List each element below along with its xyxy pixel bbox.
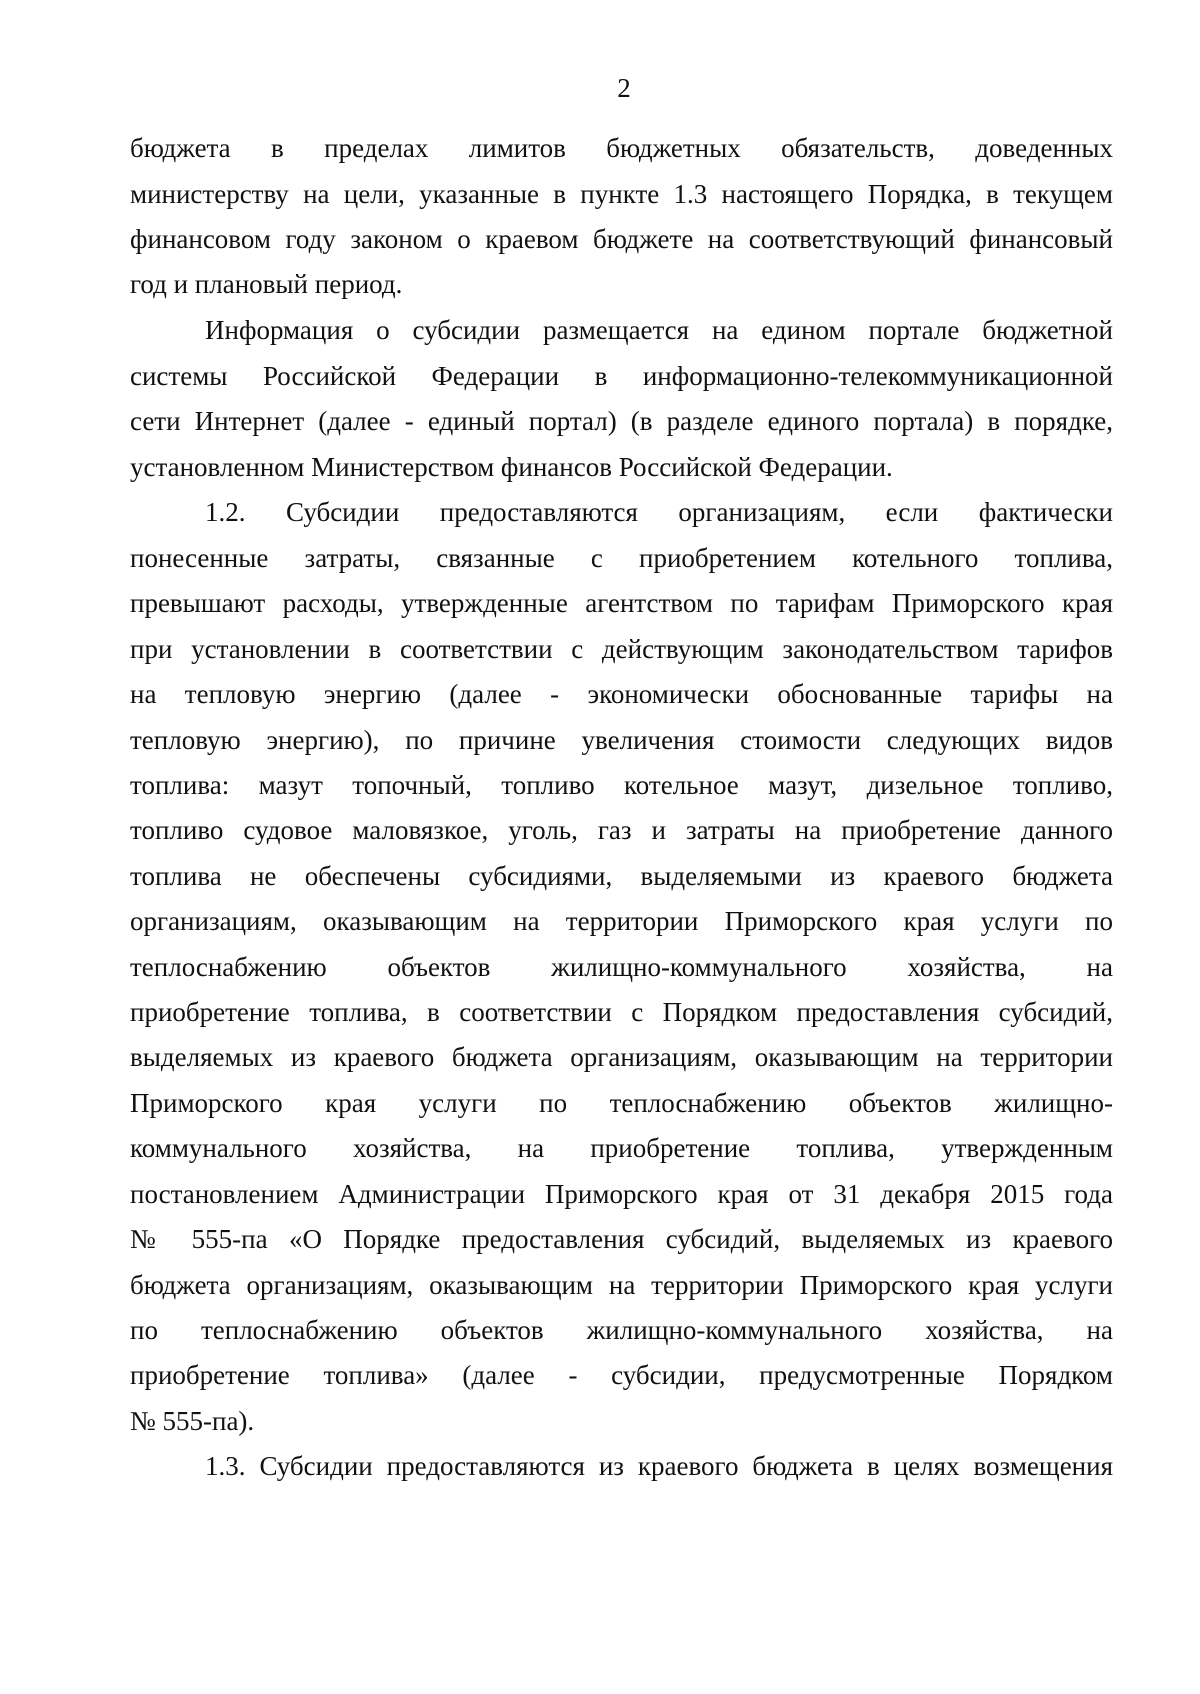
text-line: финансовом году законом о краевом бюджете на соответствующий финансовый	[130, 224, 1113, 254]
text-line: системы Российской Федерации в информационно-телекоммуникационной	[130, 361, 1113, 391]
text-line: приобретение топлива, в соответствии с Порядком предоставления субсидий,	[130, 997, 1113, 1027]
text-line: приобретение топлива» (далее - субсидии, предусмотренные Порядком	[130, 1360, 1113, 1390]
page-number: 2	[617, 73, 631, 103]
text-line: превышают расходы, утвержденные агентством по тарифам Приморского края	[130, 588, 1113, 618]
text-line: 1.3. Субсидии предоставляются из краевого бюджета в целях возмещения	[205, 1451, 1113, 1481]
text-line: постановлением Администрации Приморского края от 31 декабря 2015 года	[130, 1179, 1113, 1209]
text-line: бюджета в пределах лимитов бюджетных обязательств, доведенных	[130, 133, 1113, 163]
text-line: 1.2. Субсидии предоставляются организациям, если фактически	[205, 497, 1113, 527]
text-line: топливо судовое маловязкое, уголь, газ и затраты на приобретение данного	[130, 815, 1113, 845]
text-line: выделяемых из краевого бюджета организациям, оказывающим на территории	[130, 1042, 1113, 1072]
text-line: теплоснабжению объектов жилищно-коммунального хозяйства, на	[130, 952, 1113, 982]
text-line: коммунального хозяйства, на приобретение топлива, утвержденным	[130, 1133, 1113, 1163]
text-line: Информация о субсидии размещается на едином портале бюджетной	[205, 315, 1113, 345]
text-line: при установлении в соответствии с действующим законодательством тарифов	[130, 634, 1113, 664]
text-line: сети Интернет (далее - единый портал) (в разделе единого портала) в порядке,	[130, 406, 1113, 436]
text-line: понесенные затраты, связанные с приобретением котельного топлива,	[130, 543, 1113, 573]
text-line: топлива: мазут топочный, топливо котельное мазут, дизельное топливо,	[130, 770, 1113, 800]
text-line: установленном Министерством финансов Российской Федерации.	[130, 452, 893, 482]
text-line: № 555-па «О Порядке предоставления субсидий, выделяемых из краевого	[130, 1224, 1113, 1254]
text-line: бюджета организациям, оказывающим на территории Приморского края услуги	[130, 1270, 1113, 1300]
text-line: министерству на цели, указанные в пункте 1.3 настоящего Порядка, в текущем	[130, 179, 1113, 209]
text-line: тепловую энергию), по причине увеличения стоимости следующих видов	[130, 725, 1113, 755]
text-line: год и плановый период.	[130, 269, 403, 299]
text-line: Приморского края услуги по теплоснабжению объектов жилищно-	[130, 1088, 1113, 1118]
text-line: организациям, оказывающим на территории Приморского края услуги по	[130, 906, 1113, 936]
text-line: по теплоснабжению объектов жилищно-коммунального хозяйства, на	[130, 1315, 1113, 1345]
text-line: топлива не обеспечены субсидиями, выделяемыми из краевого бюджета	[130, 861, 1113, 891]
text-line: № 555-па).	[130, 1406, 255, 1436]
text-line: на тепловую энергию (далее - экономически обоснованные тарифы на	[130, 679, 1113, 709]
